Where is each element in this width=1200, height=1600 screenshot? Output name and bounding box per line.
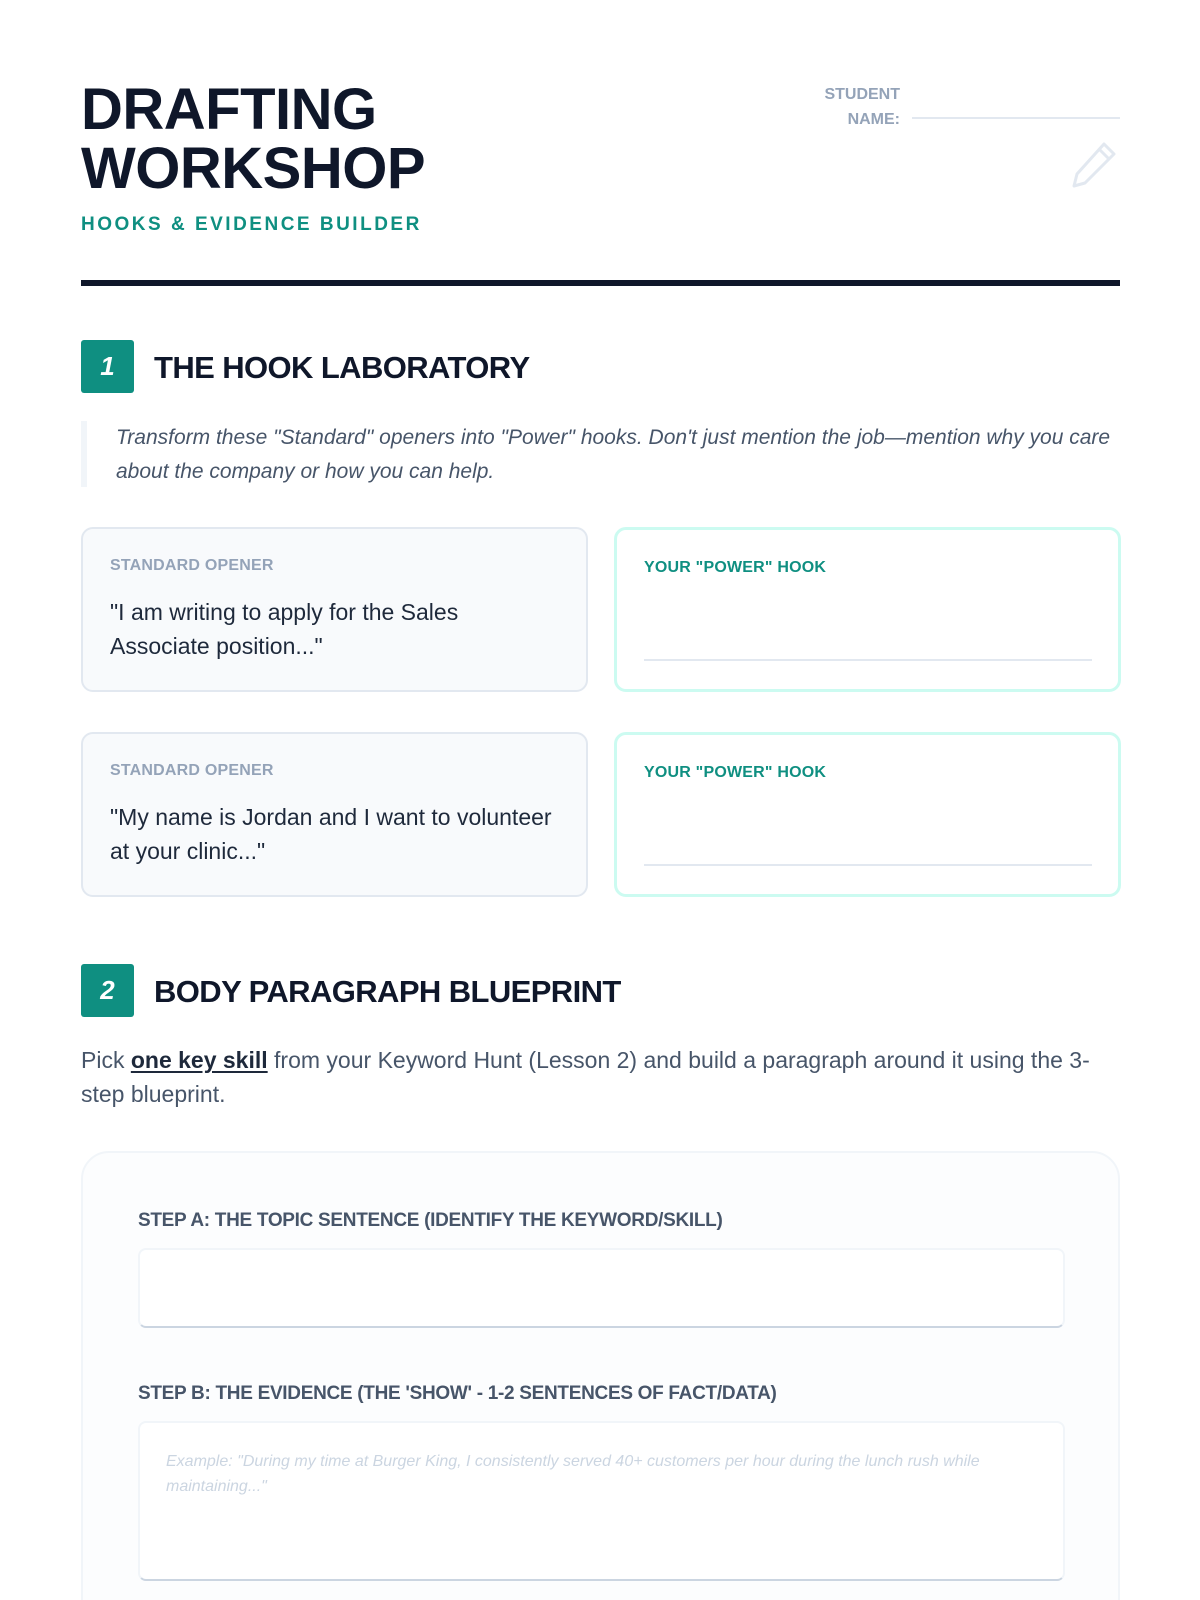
power-hook-label: YOUR "POWER" HOOK	[644, 764, 827, 781]
standard-opener-text: "I am writing to apply for the Sales Associate position..."	[110, 599, 459, 659]
power-hook-card[interactable]	[614, 732, 1121, 897]
pencil-icon	[1068, 138, 1120, 190]
section-2-header	[81, 964, 1120, 1018]
student-name-field[interactable]	[912, 117, 1120, 119]
power-hook-card[interactable]	[614, 527, 1121, 692]
step-b-input[interactable]	[138, 1421, 1065, 1581]
header-divider	[81, 280, 1120, 286]
section-number-badge: 1	[81, 340, 134, 393]
step-b-label: STEP B: THE EVIDENCE (THE 'SHOW' - 1-2 SENTENCES OF FACT/DATA)	[138, 1383, 777, 1404]
section-1-header	[81, 340, 1120, 394]
section-1-instructions: Transform these "Standard" openers into "Power" hooks. Don't just mention the job—mention why you care about the company or how you can help.	[81, 421, 1120, 487]
standard-opener-card	[81, 732, 588, 897]
step-a-input[interactable]	[138, 1248, 1065, 1328]
standard-opener-label: STANDARD OPENER	[110, 762, 274, 779]
standard-opener-card	[81, 527, 588, 692]
section-title: THE HOOK LABORATORY	[154, 350, 530, 385]
section-number-badge: 2	[81, 964, 134, 1017]
student-label-line-2: NAME:	[847, 111, 900, 128]
intro-text-start: Pick	[81, 1047, 131, 1073]
student-label-line-1: STUDENT	[824, 86, 900, 103]
standard-opener-text: "My name is Jordan and I want to volunteer at your clinic..."	[110, 804, 552, 864]
step-a-label: STEP A: THE TOPIC SENTENCE (IDENTIFY THE KEYWORD/SKILL)	[138, 1210, 723, 1231]
standard-opener-label: STANDARD OPENER	[110, 557, 274, 574]
page-title	[81, 77, 681, 201]
intro-text-end: from your Keyword Hunt (Lesson 2) and build a paragraph around it using the 3-step blueprint.	[81, 1047, 1090, 1107]
section-2-intro	[81, 1043, 1120, 1111]
power-hook-answer-line[interactable]	[644, 864, 1092, 866]
step-b-placeholder: Example: "During my time at Burger King, I consistently served 40+ customers per hour during the lunch rush while maintaining..."	[166, 1453, 980, 1495]
title-line-1: DRAFTING	[81, 77, 377, 142]
section-title: BODY PARAGRAPH BLUEPRINT	[154, 974, 621, 1009]
power-hook-answer-line[interactable]	[644, 659, 1092, 661]
student-name-label	[800, 82, 900, 132]
page-subtitle: HOOKS & EVIDENCE BUILDER	[81, 214, 422, 235]
title-line-2: WORKSHOP	[81, 136, 425, 201]
intro-emphasis: one key skill	[130, 1047, 268, 1073]
worksheet-page	[81, 0, 1120, 1600]
student-name-block	[800, 82, 1120, 192]
power-hook-label: YOUR "POWER" HOOK	[644, 559, 827, 576]
blueprint-panel	[81, 1151, 1120, 1600]
worksheet-header	[81, 77, 1120, 250]
